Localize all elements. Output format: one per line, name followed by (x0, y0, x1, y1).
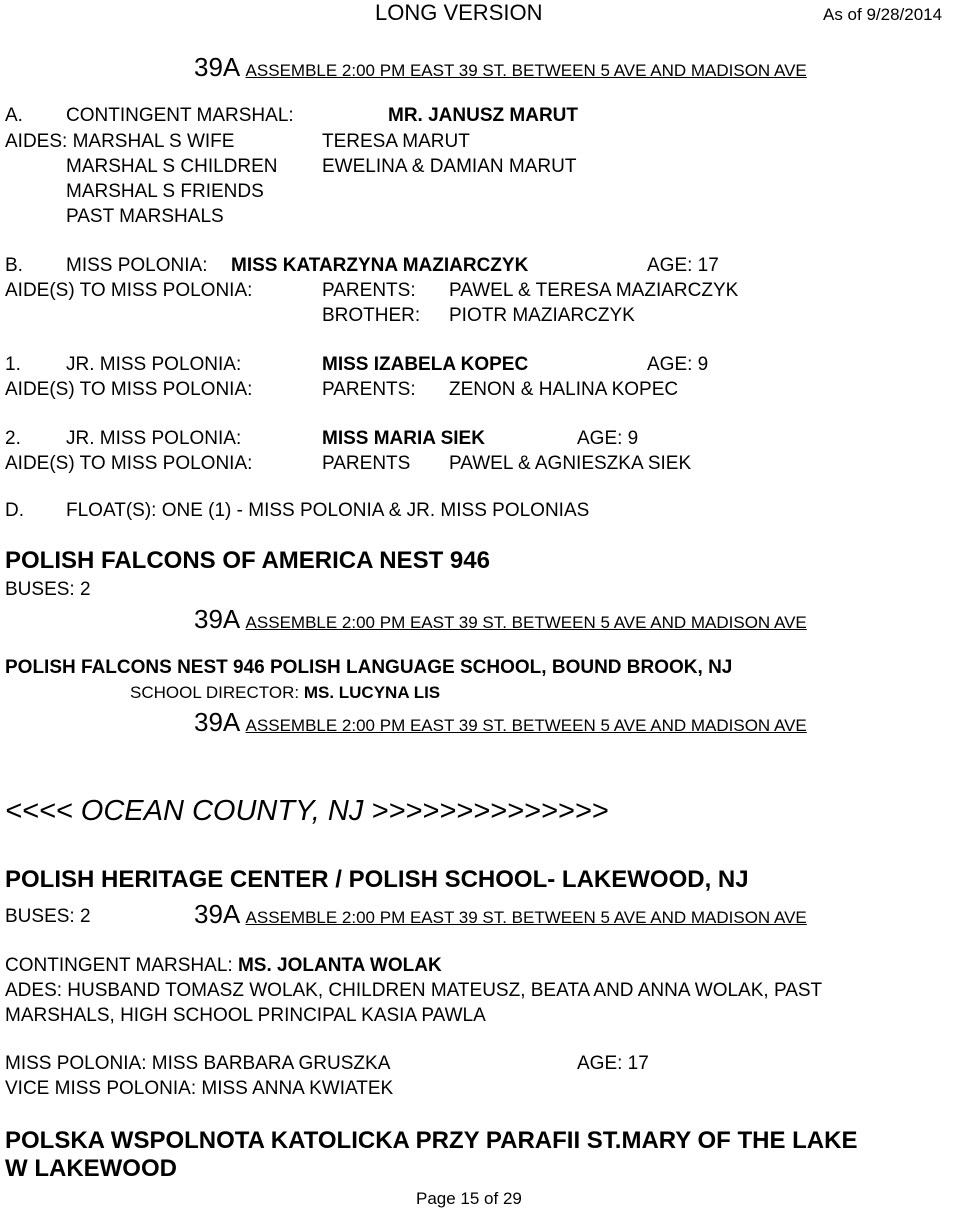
contingent-marshal-label: CONTINGENT MARSHAL: (66, 105, 294, 126)
school-director (130, 684, 440, 701)
wife-name: TERESA MARUT (322, 131, 470, 152)
jr2-name: MISS MARIA SIEK (322, 428, 485, 449)
friends-label: MARSHAL S FRIENDS (66, 181, 264, 202)
assembly-line (194, 606, 807, 632)
polska-line1: POLSKA WSPOLNOTA KATOLICKA PRZY PARAFII ST.MARY OF THE LAKE (5, 1127, 858, 1154)
assembly-line (194, 54, 807, 80)
assembly-text: ASSEMBLE 2:00 PM EAST 39 ST. BETWEEN 5 AVE AND MADISON AVE (245, 716, 807, 735)
children-label: MARSHAL S CHILDREN (66, 156, 278, 177)
section-d-label: D. (5, 500, 24, 521)
past-marshals-label: PAST MARSHALS (66, 206, 224, 227)
falcons-buses: BUSES: 2 (5, 579, 91, 600)
polska-line2: W LAKEWOOD (5, 1155, 177, 1182)
section-a-label: A. (5, 105, 23, 126)
aides-wife-label: AIDES: MARSHAL S WIFE (5, 131, 235, 152)
jr1-label: 1. (5, 354, 21, 375)
assembly-code: 39A (194, 707, 241, 737)
heritage-buses: BUSES: 2 (5, 906, 91, 927)
jr1-name: MISS IZABELA KOPEC (322, 354, 529, 375)
assembly-code: 39A (194, 604, 241, 634)
falcons-school-title: POLISH FALCONS NEST 946 POLISH LANGUAGE SCHOOL, BOUND BROOK, NJ (5, 657, 733, 678)
heritage-ades-line2: MARSHALS, HIGH SCHOOL PRINCIPAL KASIA PAWLA (5, 1005, 486, 1026)
heritage-marshal-label: CONTINGENT MARSHAL: (5, 955, 233, 976)
section-b-label: B. (5, 255, 23, 276)
contingent-marshal-name: MR. JANUSZ MARUT (388, 105, 578, 126)
jr2-parents-names: PAWEL & AGNIESZKA SIEK (449, 453, 692, 474)
page-number: Page 15 of 29 (416, 1189, 522, 1208)
parents-label: PARENTS: (322, 280, 416, 301)
miss-polonia-label: MISS POLONIA: (66, 255, 208, 276)
heritage-marshal (5, 956, 442, 975)
brother-name: PIOTR MAZIARCZYK (449, 305, 635, 326)
jr1-parents-label: PARENTS: (322, 379, 416, 400)
ocean-county-heading: <<<< OCEAN COUNTY, NJ >>>>>>>>>>>>>> (5, 795, 609, 827)
director-label: SCHOOL DIRECTOR: (130, 683, 300, 702)
assembly-text: ASSEMBLE 2:00 PM EAST 39 ST. BETWEEN 5 AVE AND MADISON AVE (245, 908, 807, 927)
floats-text: FLOAT(S): ONE (1) - MISS POLONIA & JR. MISS POLONIAS (66, 500, 590, 521)
assembly-line (194, 901, 807, 927)
heritage-vice: VICE MISS POLONIA: MISS ANNA KWIATEK (5, 1078, 394, 1099)
jr1-parents-names: ZENON & HALINA KOPEC (449, 379, 679, 400)
heritage-ades-line1: ADES: HUSBAND TOMASZ WOLAK, CHILDREN MATEUSZ, BEATA AND ANNA WOLAK, PAST (5, 980, 823, 1001)
heritage-miss-age: AGE: 17 (577, 1053, 649, 1074)
children-names: EWELINA & DAMIAN MARUT (322, 156, 577, 177)
jr2-title-label: JR. MISS POLONIA: (66, 428, 242, 449)
document-title: LONG VERSION (375, 0, 543, 25)
director-name: MS. LUCYNA LIS (303, 683, 441, 702)
as-of-date: As of 9/28/2014 (823, 5, 943, 24)
brother-label: BROTHER: (322, 305, 421, 326)
heritage-marshal-name: MS. JOLANTA WOLAK (237, 955, 442, 976)
jr1-age: AGE: 9 (647, 354, 709, 375)
jr2-label: 2. (5, 428, 21, 449)
assembly-text: ASSEMBLE 2:00 PM EAST 39 ST. BETWEEN 5 AVE AND MADISON AVE (245, 61, 807, 80)
parents-names: PAWEL & TERESA MAZIARCZYK (449, 280, 739, 301)
assembly-code: 39A (194, 52, 241, 82)
jr1-aides-label: AIDE(S) TO MISS POLONIA: (5, 379, 253, 400)
jr2-aides-label: AIDE(S) TO MISS POLONIA: (5, 453, 253, 474)
miss-polonia-age: AGE: 17 (647, 255, 719, 276)
assembly-code: 39A (194, 899, 241, 929)
aides-label: AIDE(S) TO MISS POLONIA: (5, 280, 253, 301)
jr2-age: AGE: 9 (577, 428, 639, 449)
assembly-text: ASSEMBLE 2:00 PM EAST 39 ST. BETWEEN 5 AVE AND MADISON AVE (245, 613, 807, 632)
heritage-miss-polonia: MISS POLONIA: MISS BARBARA GRUSZKA (5, 1053, 391, 1074)
jr1-title-label: JR. MISS POLONIA: (66, 354, 242, 375)
falcons-title: POLISH FALCONS OF AMERICA NEST 946 (5, 547, 490, 574)
miss-polonia-name: MISS KATARZYNA MAZIARCZYK (231, 255, 529, 276)
jr2-parents-label: PARENTS (322, 453, 411, 474)
assembly-line (194, 709, 807, 735)
heritage-title: POLISH HERITAGE CENTER / POLISH SCHOOL- LAKEWOOD, NJ (5, 866, 749, 893)
